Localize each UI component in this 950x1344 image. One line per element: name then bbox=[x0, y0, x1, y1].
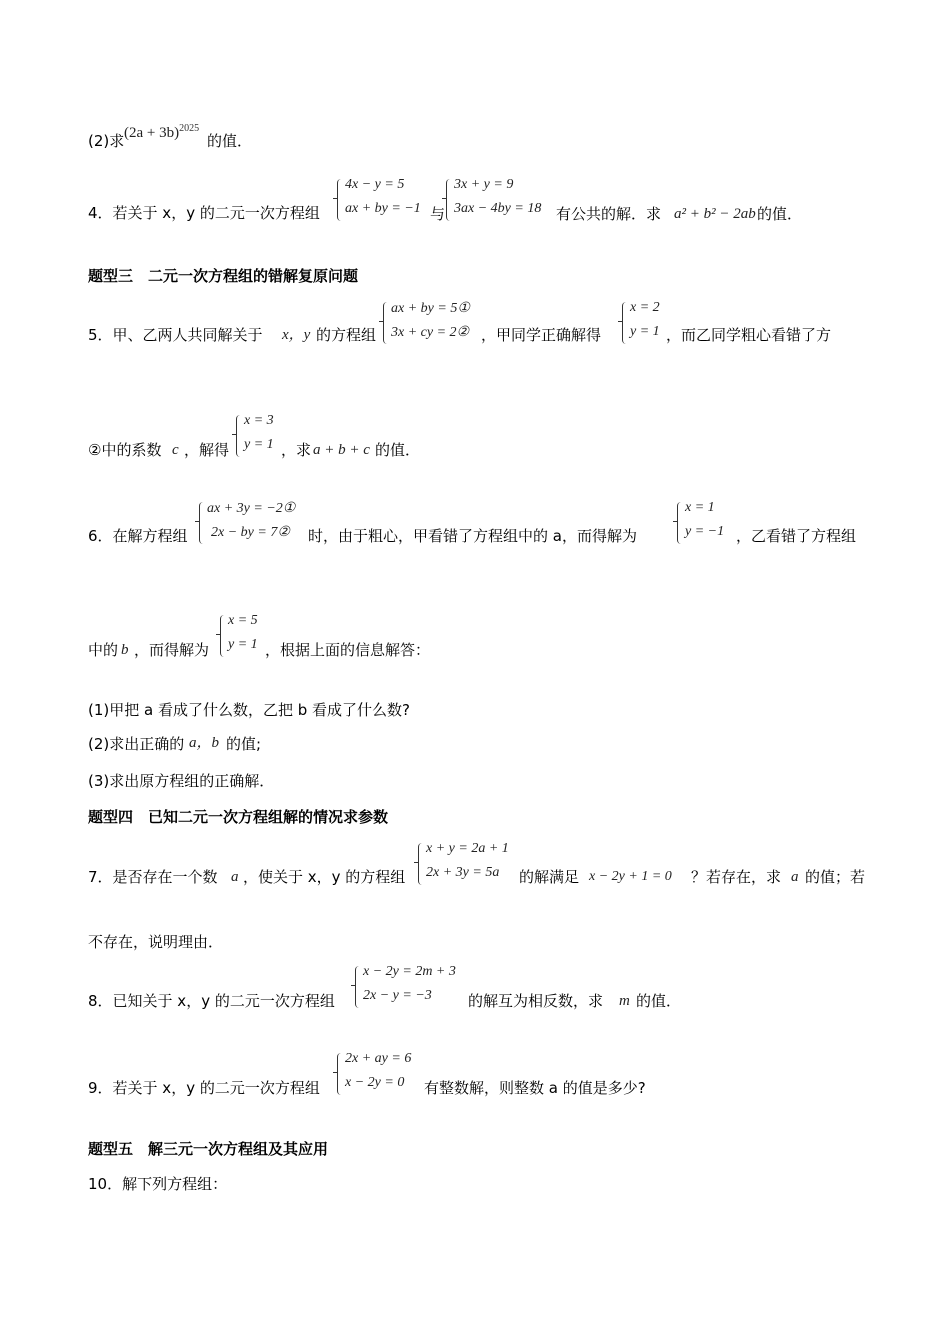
equation-row: 2x − by = 7② bbox=[211, 525, 290, 540]
equation-row: x = 2 bbox=[630, 300, 660, 315]
brace-icon bbox=[418, 843, 423, 885]
power-exponent: 2025 bbox=[179, 123, 200, 134]
question-7-a: a bbox=[231, 869, 239, 885]
question-6-sub-2 bbox=[88, 734, 184, 754]
subquestion-2-tail: 的值． bbox=[207, 132, 253, 150]
brace-icon bbox=[236, 415, 241, 457]
question-7-text-3: 的解满足 bbox=[519, 868, 580, 886]
brace-icon bbox=[337, 1053, 342, 1095]
equation-row: 3x + cy = 2② bbox=[391, 325, 470, 340]
brace-icon bbox=[199, 502, 204, 544]
question-8-text-2: 的解互为相反数，求 bbox=[468, 992, 604, 1010]
question-6-sub-2-text: (2)求出正确的 bbox=[88, 735, 185, 753]
equation-row: 3ax − 4by = 18 bbox=[454, 201, 542, 216]
question-9-text: 9．若关于 x，y 的二元一次方程组 bbox=[88, 1079, 320, 1097]
equation-row: 3x + y = 9 bbox=[454, 177, 514, 192]
power-expression bbox=[124, 120, 199, 142]
question-5-text-4: ，而乙同学粗心看错了方 bbox=[666, 326, 832, 344]
question-6-text-6: ，根据上面的信息解答： bbox=[265, 641, 431, 659]
equation-row: x = 5 bbox=[228, 613, 258, 628]
section-heading-5: 题型五 解三元一次方程组及其应用 bbox=[88, 1140, 329, 1158]
question-5-text-5: ②中的系数 bbox=[88, 441, 162, 459]
question-5-vars: x，y bbox=[282, 327, 311, 343]
question-6-text-5: ，而得解为 bbox=[134, 641, 210, 659]
question-5-expression: a + b + c bbox=[313, 442, 370, 458]
question-4-tail: 的值． bbox=[757, 205, 803, 223]
question-5-line-2 bbox=[88, 440, 161, 460]
question-7-line-2: 不存在，说明理由． bbox=[88, 933, 224, 951]
question-7 bbox=[88, 867, 218, 887]
section-heading-4: 题型四 已知二元一次方程组解的情况求参数 bbox=[88, 808, 389, 826]
brace-icon bbox=[220, 615, 225, 657]
question-6-line-2 bbox=[88, 640, 118, 660]
question-6-text-2: 时，由于粗心，甲看错了方程组中的 a，而得解为 bbox=[308, 527, 637, 545]
question-6-sub-1: (1)甲把 a 看成了什么数，乙把 b 看成了什么数? bbox=[88, 701, 410, 719]
question-6-text-4: 中的 bbox=[88, 641, 119, 659]
question-4-connector: 与 bbox=[430, 205, 446, 223]
question-6-text-3: ，乙看错了方程组 bbox=[736, 527, 857, 545]
equation-row: 2x − y = −3 bbox=[363, 988, 432, 1003]
brace-icon bbox=[622, 302, 627, 344]
question-9 bbox=[88, 1078, 320, 1098]
question-4 bbox=[88, 203, 320, 223]
question-8-text: 8．已知关于 x，y 的二元一次方程组 bbox=[88, 992, 335, 1010]
equation-row: y = −1 bbox=[685, 524, 725, 539]
question-6-text: 6．在解方程组 bbox=[88, 527, 188, 545]
equation-row: 2x + 3y = 5a bbox=[426, 865, 500, 880]
question-7-condition: x − 2y + 1 = 0 bbox=[589, 869, 672, 884]
question-5-text: 5．甲、乙两人共同解关于 bbox=[88, 326, 263, 344]
question-8 bbox=[88, 991, 335, 1011]
equation-row: x + y = 2a + 1 bbox=[426, 841, 509, 856]
equation-row: x − 2y = 2m + 3 bbox=[363, 964, 456, 979]
question-7-text-5: 的值；若 bbox=[805, 868, 866, 886]
question-8-m: m bbox=[619, 993, 630, 1009]
question-5-text-2: 的方程组 bbox=[316, 326, 377, 344]
question-5-text-6: ，解得 bbox=[184, 441, 230, 459]
question-6-sub-3: (3)求出原方程组的正确解． bbox=[88, 772, 275, 790]
question-5-text-7: ，求 bbox=[281, 441, 312, 459]
question-6 bbox=[88, 526, 188, 546]
equation-row: y = 1 bbox=[630, 324, 660, 339]
question-6-sub-2-vars: a，b bbox=[189, 735, 220, 751]
brace-icon bbox=[446, 179, 451, 221]
subquestion-2 bbox=[88, 131, 124, 151]
brace-icon bbox=[355, 966, 360, 1008]
question-4-expression: a² + b² − 2ab bbox=[674, 206, 756, 222]
subquestion-label: (2)求 bbox=[88, 132, 125, 150]
brace-icon bbox=[337, 179, 342, 221]
question-5-c: c bbox=[172, 442, 179, 458]
question-6-sub-2-tail: 的值; bbox=[226, 735, 262, 753]
section-heading-3: 题型三 二元一次方程组的错解复原问题 bbox=[88, 267, 359, 285]
question-10: 10．解下列方程组： bbox=[88, 1175, 228, 1193]
equation-row: ax + 3y = −2① bbox=[207, 501, 296, 516]
equation-row: ax + by = −1 bbox=[345, 201, 421, 216]
equation-row: x = 1 bbox=[685, 500, 715, 515]
question-5-text-3: ，甲同学正确解得 bbox=[481, 326, 602, 344]
brace-icon bbox=[677, 502, 682, 544]
question-8-tail: 的值． bbox=[636, 992, 682, 1010]
equation-row: 2x + ay = 6 bbox=[345, 1051, 412, 1066]
question-7-a-2: a bbox=[791, 869, 799, 885]
question-7-text-2: ，使关于 x，y 的方程组 bbox=[243, 868, 406, 886]
question-7-text: 7．是否存在一个数 bbox=[88, 868, 218, 886]
equation-row: y = 1 bbox=[228, 637, 258, 652]
brace-icon bbox=[383, 302, 388, 344]
question-4-text: 4．若关于 x，y 的二元一次方程组 bbox=[88, 204, 320, 222]
equation-row: y = 1 bbox=[244, 437, 274, 452]
question-6-b: b bbox=[121, 642, 129, 658]
equation-row: 4x − y = 5 bbox=[345, 177, 405, 192]
question-9-tail: 有整数解，则整数 a 的值是多少? bbox=[424, 1079, 646, 1097]
question-5-tail: 的值． bbox=[375, 441, 421, 459]
question-5 bbox=[88, 325, 263, 345]
equation-row: x − 2y = 0 bbox=[345, 1075, 405, 1090]
question-7-text-4: ？若存在，求 bbox=[691, 868, 782, 886]
equation-row: x = 3 bbox=[244, 413, 274, 428]
question-4-text-2: 有公共的解．求 bbox=[556, 205, 662, 223]
equation-row: ax + by = 5① bbox=[391, 301, 470, 316]
power-base: (2a + 3b) bbox=[124, 125, 180, 141]
